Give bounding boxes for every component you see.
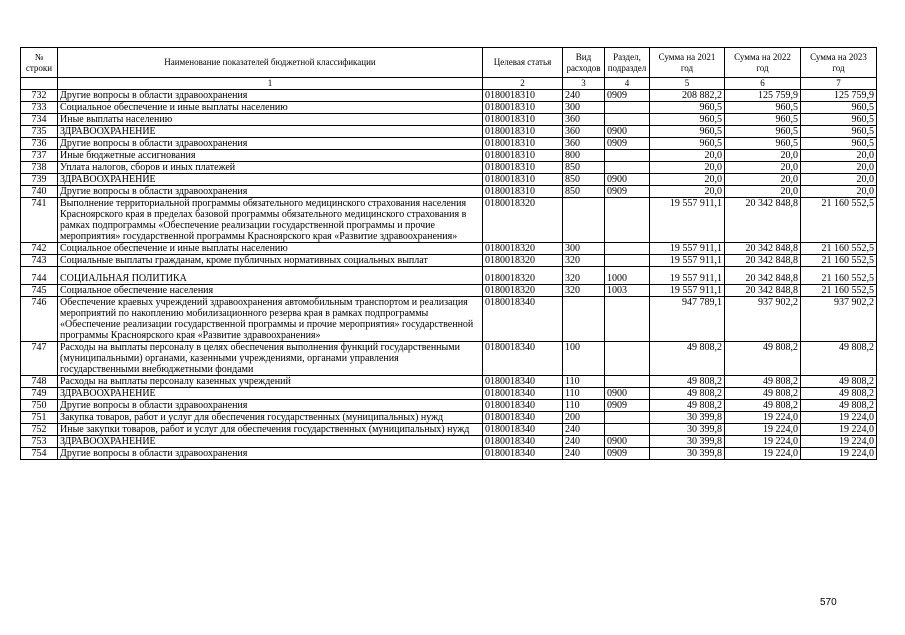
sum-2023: 19 224,0 [801,436,877,448]
indicator-name: Обеспечение краевых учреждений здравоохранения автомобильным транспортом и реализация мероприятий по накоплению мобилизационного резерва края в рамках подпрограммы «Обеспечение реализации государственной программы и прочие мероприятия» государственной программы Красноярского края «Развитие здравоохранения» [58,297,483,342]
page-number: 570 [820,597,837,608]
table-row [21,186,877,198]
sum-2022: 937 902,2 [725,297,801,342]
expense-type: 240 [563,436,605,448]
target-article: 0180018310 [483,114,563,126]
table-row [21,174,877,186]
sum-2022: 125 759,9 [725,90,801,102]
indicator-name: СОЦИАЛЬНАЯ ПОЛИТИКА [58,267,483,285]
row-number: 740 [21,186,58,198]
row-number: 734 [21,114,58,126]
indicator-name: ЗДРАВООХРАНЕНИЕ [58,388,483,400]
sum-2021: 30 399,8 [650,448,725,460]
sum-2021: 960,5 [650,102,725,114]
header-row-number: № строки [21,48,58,78]
table-row [21,126,877,138]
indicator-name: Другие вопросы в области здравоохранения [58,186,483,198]
section-code: 0900 [605,388,650,400]
sum-2023: 960,5 [801,126,877,138]
section-code: 1003 [605,285,650,297]
indicator-name: Иные выплаты населению [58,114,483,126]
sum-2023: 19 224,0 [801,412,877,424]
indicator-name: Иные бюджетные ассигнования [58,150,483,162]
sum-2021: 49 808,2 [650,400,725,412]
expense-type: 320 [563,255,605,267]
table-row [21,102,877,114]
expense-type: 320 [563,285,605,297]
row-number: 747 [21,342,58,376]
row-number: 738 [21,162,58,174]
sum-2023: 19 224,0 [801,448,877,460]
expense-type: 240 [563,90,605,102]
sum-2021: 49 808,2 [650,376,725,388]
section-code: 0909 [605,448,650,460]
section-code [605,424,650,436]
column-number: 3 [563,78,605,90]
sum-2021: 947 789,1 [650,297,725,342]
indicator-name: Социальное обеспечение и иные выплаты населению [58,243,483,255]
section-code [605,198,650,243]
target-article: 0180018340 [483,412,563,424]
sum-2022: 960,5 [725,114,801,126]
sum-2021: 19 557 911,1 [650,198,725,243]
indicator-name: Иные закупки товаров, работ и услуг для обеспечения государственных (муниципальных) нужд [58,424,483,436]
header-expense-type: Вид расходов [563,48,605,78]
indicator-name: Другие вопросы в области здравоохранения [58,138,483,150]
sum-2021: 20,0 [650,150,725,162]
sum-2023: 21 160 552,5 [801,267,877,285]
sum-2023: 21 160 552,5 [801,255,877,267]
sum-2023: 960,5 [801,102,877,114]
target-article: 0180018310 [483,126,563,138]
row-number: 752 [21,424,58,436]
row-number: 746 [21,297,58,342]
target-article: 0180018340 [483,424,563,436]
sum-2022: 20,0 [725,174,801,186]
section-code: 0900 [605,126,650,138]
section-code [605,162,650,174]
section-code: 1000 [605,267,650,285]
row-number: 745 [21,285,58,297]
sum-2022: 19 224,0 [725,448,801,460]
section-code: 0909 [605,400,650,412]
sum-2022: 49 808,2 [725,342,801,376]
table-row [21,342,877,376]
sum-2022: 960,5 [725,138,801,150]
sum-2022: 20 342 848,8 [725,255,801,267]
expense-type: 200 [563,412,605,424]
sum-2022: 19 224,0 [725,436,801,448]
target-article: 0180018340 [483,388,563,400]
sum-2021: 49 808,2 [650,388,725,400]
section-code [605,243,650,255]
section-code [605,102,650,114]
sum-2021: 20,0 [650,174,725,186]
column-number-row [21,78,877,90]
header-sum-2023: Сумма на 2023 год [801,48,877,78]
target-article: 0180018340 [483,400,563,412]
row-number: 737 [21,150,58,162]
expense-type: 850 [563,174,605,186]
indicator-name: Социальное обеспечение населения [58,285,483,297]
indicator-name: ЗДРАВООХРАНЕНИЕ [58,174,483,186]
row-number: 754 [21,448,58,460]
expense-type: 800 [563,150,605,162]
sum-2023: 19 224,0 [801,424,877,436]
row-number: 744 [21,267,58,285]
sum-2021: 20,0 [650,162,725,174]
sum-2023: 20,0 [801,174,877,186]
sum-2023: 125 759,9 [801,90,877,102]
section-code [605,376,650,388]
table-row [21,424,877,436]
table-row [21,243,877,255]
row-number: 742 [21,243,58,255]
target-article: 0180018340 [483,448,563,460]
table-row [21,400,877,412]
row-number: 753 [21,436,58,448]
expense-type: 110 [563,376,605,388]
column-number: 1 [58,78,483,90]
sum-2022: 20,0 [725,186,801,198]
table-row [21,138,877,150]
indicator-name: Другие вопросы в области здравоохранения [58,90,483,102]
expense-type: 850 [563,186,605,198]
table-row [21,388,877,400]
sum-2023: 49 808,2 [801,342,877,376]
sum-2022: 960,5 [725,126,801,138]
row-number: 751 [21,412,58,424]
expense-type: 110 [563,388,605,400]
expense-type: 320 [563,267,605,285]
indicator-name: Расходы на выплаты персоналу казенных учреждений [58,376,483,388]
table-row [21,114,877,126]
sum-2022: 49 808,2 [725,400,801,412]
expense-type: 240 [563,424,605,436]
indicator-name: ЗДРАВООХРАНЕНИЕ [58,436,483,448]
sum-2021: 30 399,8 [650,412,725,424]
target-article: 0180018310 [483,162,563,174]
header-section: Раздел, подраздел [605,48,650,78]
target-article: 0180018320 [483,267,563,285]
sum-2023: 20,0 [801,162,877,174]
section-code: 0909 [605,186,650,198]
sum-2021: 30 399,8 [650,424,725,436]
sum-2021: 19 557 911,1 [650,267,725,285]
header-sum-2022: Сумма на 2022 год [725,48,801,78]
sum-2022: 20,0 [725,150,801,162]
target-article: 0180018310 [483,102,563,114]
table-row [21,412,877,424]
sum-2023: 21 160 552,5 [801,243,877,255]
target-article: 0180018320 [483,255,563,267]
section-code [605,412,650,424]
row-number: 735 [21,126,58,138]
sum-2022: 49 808,2 [725,376,801,388]
table-body [21,90,877,460]
header-target-article: Целевая статья [483,48,563,78]
indicator-name: Закупка товаров, работ и услуг для обеспечения государственных (муниципальных) нужд [58,412,483,424]
table-row [21,267,877,285]
sum-2022: 19 224,0 [725,424,801,436]
sum-2022: 49 808,2 [725,388,801,400]
expense-type: 300 [563,243,605,255]
column-number [21,78,58,90]
indicator-name: Социальные выплаты гражданам, кроме публичных нормативных социальных выплат [58,255,483,267]
expense-type [563,198,605,243]
expense-type: 240 [563,448,605,460]
sum-2023: 937 902,2 [801,297,877,342]
sum-2023: 20,0 [801,150,877,162]
sum-2021: 49 808,2 [650,342,725,376]
table-row [21,297,877,342]
sum-2021: 208 882,2 [650,90,725,102]
row-number: 739 [21,174,58,186]
column-number: 4 [605,78,650,90]
sum-2023: 21 160 552,5 [801,285,877,297]
header-row [21,48,877,78]
row-number: 733 [21,102,58,114]
sum-2021: 20,0 [650,186,725,198]
target-article: 0180018340 [483,376,563,388]
section-code [605,150,650,162]
expense-type: 360 [563,138,605,150]
target-article: 0180018310 [483,138,563,150]
table-row [21,285,877,297]
sum-2022: 20 342 848,8 [725,198,801,243]
sum-2021: 19 557 911,1 [650,255,725,267]
sum-2021: 960,5 [650,138,725,150]
table-row [21,150,877,162]
target-article: 0180018310 [483,186,563,198]
expense-type: 110 [563,400,605,412]
budget-table [20,47,877,460]
sum-2021: 960,5 [650,114,725,126]
sum-2023: 20,0 [801,186,877,198]
row-number: 736 [21,138,58,150]
header-indicator-name: Наименование показателей бюджетной классификации [58,48,483,78]
expense-type: 360 [563,114,605,126]
header-sum-2021: Сумма на 2021 год [650,48,725,78]
expense-type: 100 [563,342,605,376]
table-row [21,162,877,174]
row-number: 743 [21,255,58,267]
sum-2023: 49 808,2 [801,400,877,412]
sum-2023: 960,5 [801,114,877,126]
sum-2021: 30 399,8 [650,436,725,448]
section-code [605,342,650,376]
expense-type [563,297,605,342]
column-number: 7 [801,78,877,90]
table-row [21,448,877,460]
target-article: 0180018340 [483,297,563,342]
table-row [21,90,877,102]
section-code: 0909 [605,90,650,102]
sum-2022: 20 342 848,8 [725,243,801,255]
table-row [21,255,877,267]
sum-2022: 20 342 848,8 [725,285,801,297]
indicator-name: Выполнение территориальной программы обязательного медицинского страхования населения Красноярского края в пределах базовой программы обязательного медицинского страхования в рамках подпрограммы «Обеспечение реализации государственной программы и прочие мероприятия» государственной программы Красноярского края «Развитие здравоохранения» [58,198,483,243]
section-code [605,255,650,267]
column-number: 6 [725,78,801,90]
indicator-name: Расходы на выплаты персоналу в целях обеспечения выполнения функций государственными (муниципальными) органами, казенными учреждениями, органами управления государственными внебюджетными фондами [58,342,483,376]
sum-2023: 21 160 552,5 [801,198,877,243]
row-number: 749 [21,388,58,400]
section-code [605,114,650,126]
sum-2022: 20,0 [725,162,801,174]
target-article: 0180018320 [483,198,563,243]
table-row [21,198,877,243]
target-article: 0180018310 [483,174,563,186]
indicator-name: Другие вопросы в области здравоохранения [58,448,483,460]
section-code [605,297,650,342]
target-article: 0180018320 [483,285,563,297]
section-code: 0900 [605,174,650,186]
target-article: 0180018320 [483,243,563,255]
row-number: 732 [21,90,58,102]
sum-2021: 19 557 911,1 [650,243,725,255]
expense-type: 360 [563,126,605,138]
target-article: 0180018340 [483,342,563,376]
column-number: 5 [650,78,725,90]
sum-2023: 49 808,2 [801,376,877,388]
column-number: 2 [483,78,563,90]
sum-2021: 960,5 [650,126,725,138]
sum-2023: 960,5 [801,138,877,150]
row-number: 750 [21,400,58,412]
sum-2021: 19 557 911,1 [650,285,725,297]
target-article: 0180018310 [483,90,563,102]
indicator-name: Уплата налогов, сборов и иных платежей [58,162,483,174]
section-code: 0900 [605,436,650,448]
sum-2022: 960,5 [725,102,801,114]
row-number: 748 [21,376,58,388]
indicator-name: Социальное обеспечение и иные выплаты населению [58,102,483,114]
target-article: 0180018340 [483,436,563,448]
sum-2022: 19 224,0 [725,412,801,424]
sum-2023: 49 808,2 [801,388,877,400]
table-row [21,376,877,388]
section-code: 0909 [605,138,650,150]
expense-type: 300 [563,102,605,114]
table-row [21,436,877,448]
expense-type: 850 [563,162,605,174]
row-number: 741 [21,198,58,243]
sum-2022: 20 342 848,8 [725,267,801,285]
indicator-name: Другие вопросы в области здравоохранения [58,400,483,412]
indicator-name: ЗДРАВООХРАНЕНИЕ [58,126,483,138]
target-article: 0180018310 [483,150,563,162]
